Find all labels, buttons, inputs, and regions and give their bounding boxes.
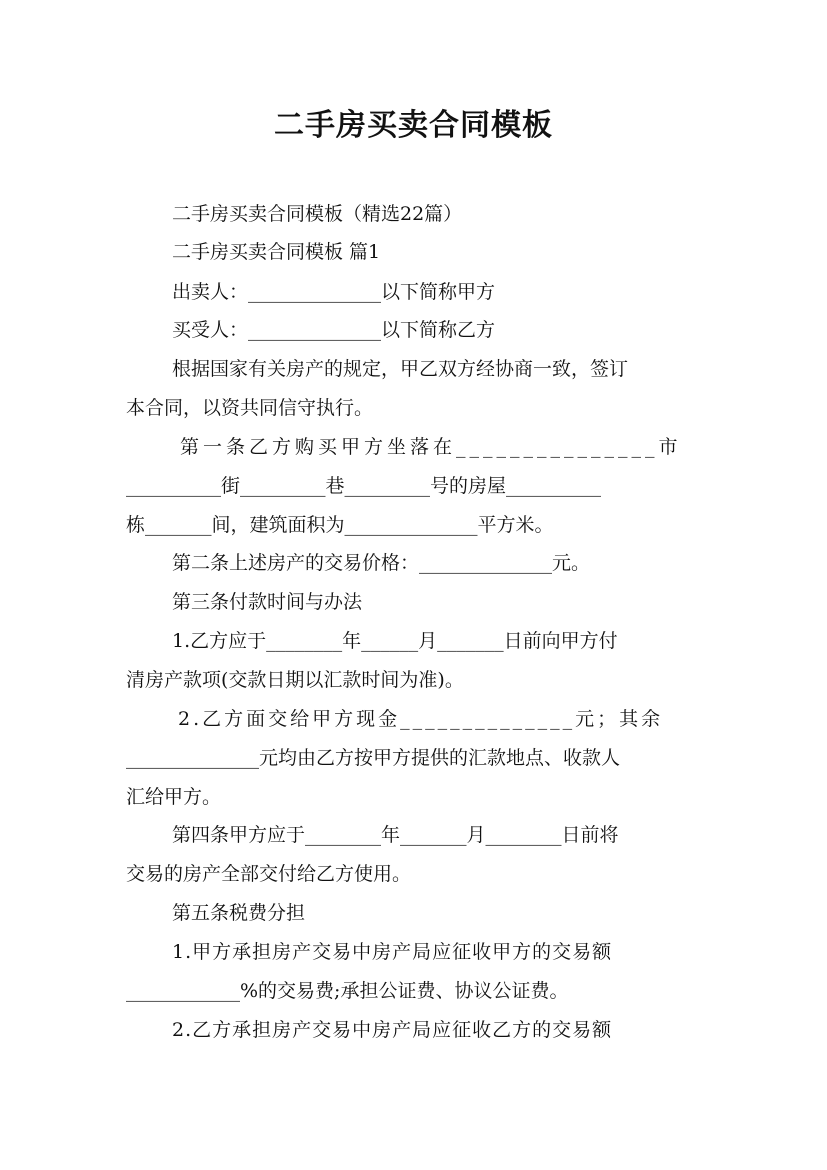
doc-line: 2.乙方承担房产交易中房产局应征收乙方的交易额 xyxy=(172,1019,613,1041)
doc-line: 2.乙方面交给甲方现金______________元；其余 xyxy=(178,708,664,730)
doc-line: 第二条上述房产的交易价格：______________元。 xyxy=(172,552,591,574)
doc-line: 栋_______间，建筑面积为______________平方米。 xyxy=(126,514,554,536)
doc-line: ______________元均由乙方按甲方提供的汇款地点、收款人 xyxy=(126,747,621,769)
doc-line: 二手房买卖合同模板 篇1 xyxy=(172,241,381,263)
doc-line: 第五条税费分担 xyxy=(172,902,306,924)
doc-line: 1.乙方应于________年______月_______日前向甲方付 xyxy=(172,630,618,652)
doc-line: 第四条甲方应于________年_______月________日前将 xyxy=(172,824,619,846)
doc-line: 交易的房产全部交付给乙方使用。 xyxy=(126,863,412,885)
document-title: 二手房买卖合同模板 xyxy=(274,108,553,143)
doc-line: 本合同，以资共同信守执行。 xyxy=(126,397,374,419)
doc-line: 第三条付款时间与办法 xyxy=(172,591,363,613)
doc-line: 根据国家有关房产的规定，甲乙双方经协商一致，签订 xyxy=(172,358,629,380)
doc-line: 二手房买卖合同模板（精选22篇） xyxy=(172,203,463,225)
doc-line: 1.甲方承担房产交易中房产局应征收甲方的交易额 xyxy=(172,941,613,963)
doc-line: 第一条乙方购买甲方坐落在_______________市 xyxy=(180,436,682,458)
doc-line: 买受人：______________以下简称乙方 xyxy=(172,319,496,341)
doc-line: ____________%的交易费;承担公证费、协议公证费。 xyxy=(126,980,569,1002)
doc-line: 汇给甲方。 xyxy=(126,786,222,808)
doc-line: __________街_________巷_________号的房屋__________ xyxy=(126,475,602,497)
doc-line: 出卖人：______________以下简称甲方 xyxy=(172,281,496,303)
doc-line: 清房产款项(交款日期以汇款时间为准)。 xyxy=(126,669,464,691)
